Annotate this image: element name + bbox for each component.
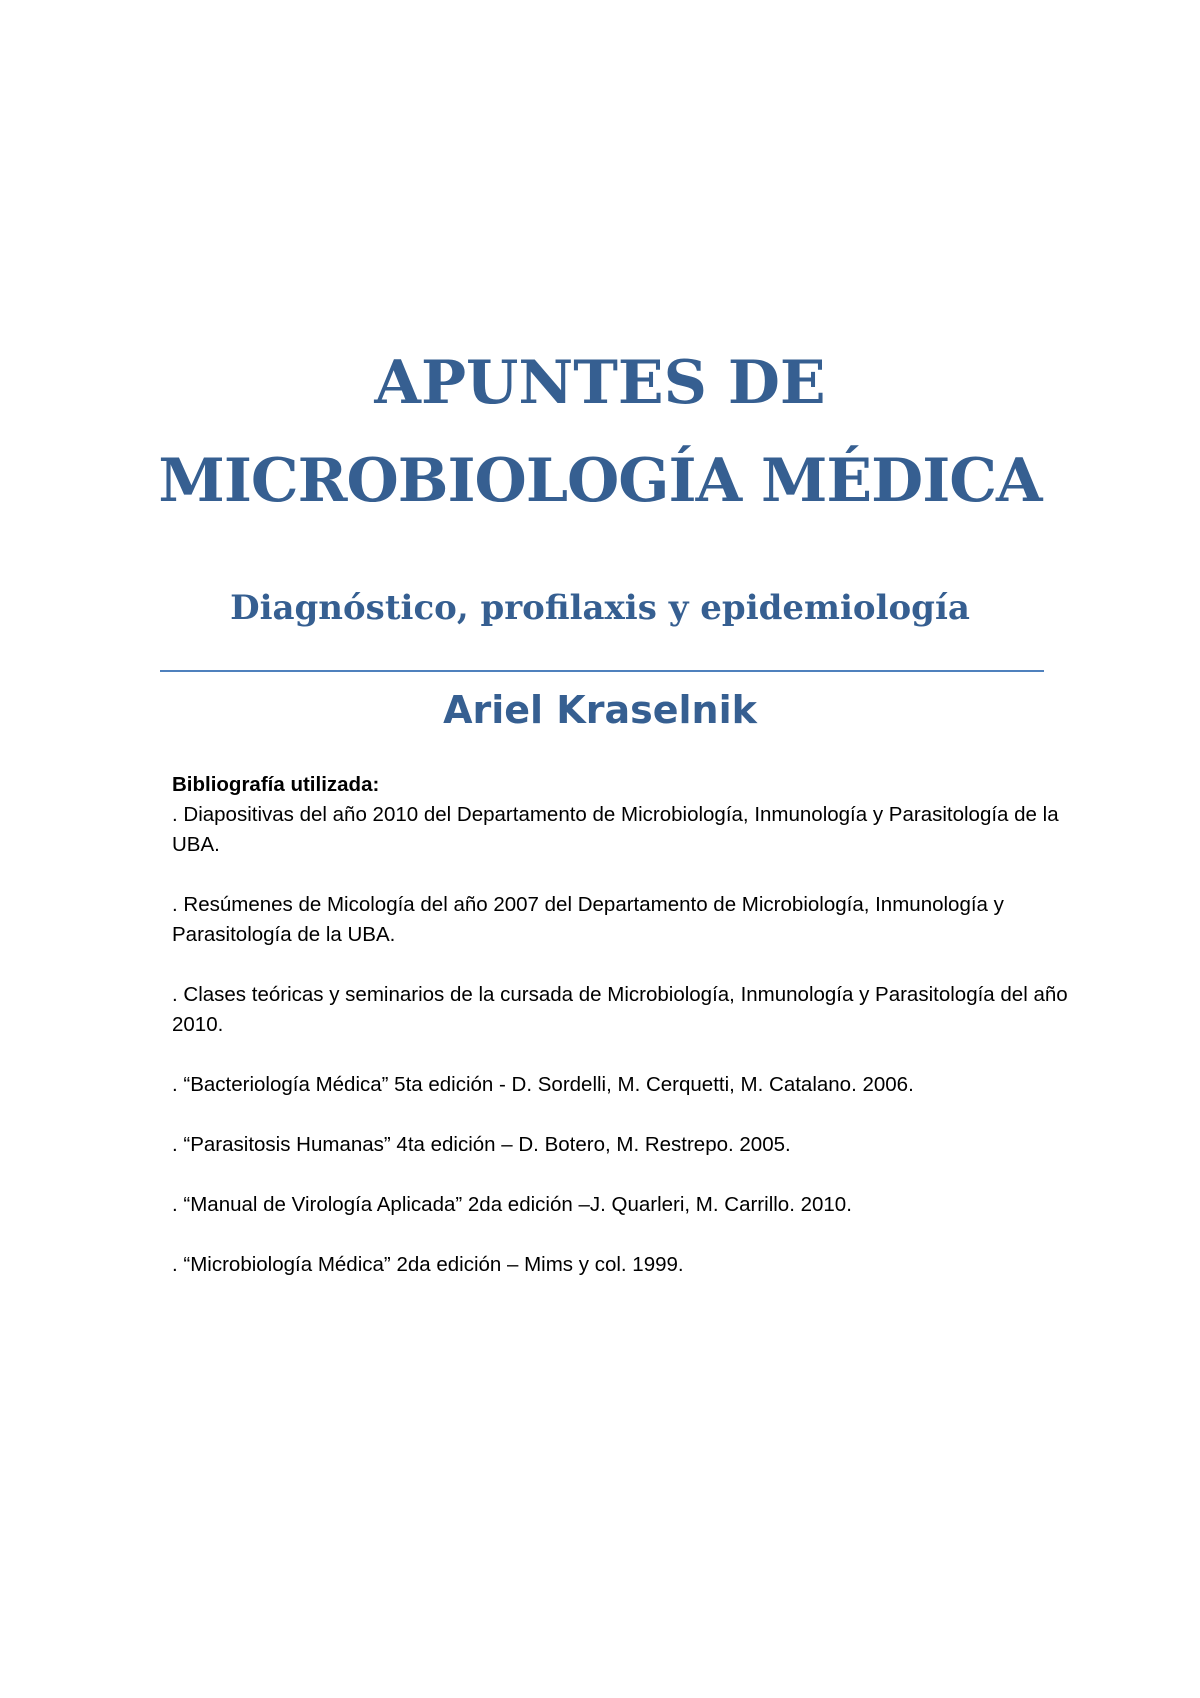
- bibliography-item: . Resúmenes de Micología del año 2007 del Departamento de Microbiología, Inmunología y Parasitología de la UBA.: [172, 893, 1004, 946]
- subtitle: Diagnóstico, profilaxis y epidemiología: [230, 588, 970, 628]
- bibliography-item: . “Bacteriología Médica” 5ta edición - D. Sordelli, M. Cerquetti, M. Catalano. 2006.: [172, 1073, 914, 1096]
- bibliography-item: . Diapositivas del año 2010 del Departamento de Microbiología, Inmunología y Parasitología de la UBA.: [172, 803, 1059, 856]
- bibliography-item: . Clases teóricas y seminarios de la cursada de Microbiología, Inmunología y Parasitología del año 2010.: [172, 983, 1068, 1036]
- bibliography-item: . “Manual de Virología Aplicada” 2da edición –J. Quarleri, M. Carrillo. 2010.: [172, 1193, 852, 1216]
- author-name: Ariel Kraselnik: [443, 688, 757, 732]
- title-line-2: MICROBIOLOGÍA MÉDICA: [158, 446, 1042, 516]
- horizontal-rule: [160, 670, 1044, 672]
- bibliography-heading: Bibliografía utilizada:: [172, 773, 380, 796]
- title-line-1: APUNTES DE: [374, 348, 826, 418]
- bibliography-section: [172, 770, 1072, 1310]
- bibliography-item: . “Microbiología Médica” 2da edición – Mims y col. 1999.: [172, 1253, 684, 1276]
- bibliography-item: . “Parasitosis Humanas” 4ta edición – D. Botero, M. Restrepo. 2005.: [172, 1133, 791, 1156]
